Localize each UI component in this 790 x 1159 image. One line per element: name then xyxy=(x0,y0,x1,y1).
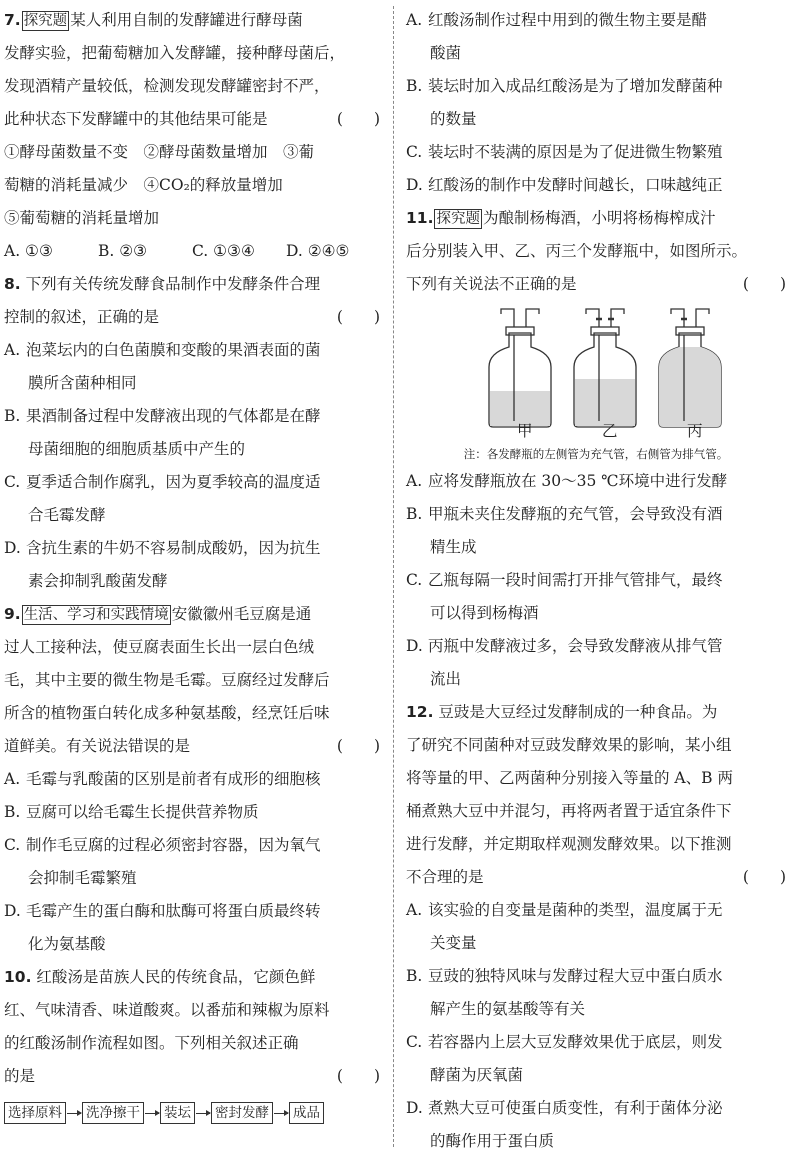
right-column xyxy=(406,4,786,1158)
option-text: 毛霉与乳酸菌的区别是前者有成形的细胞核 xyxy=(26,770,321,788)
arrow-right-icon xyxy=(67,1113,81,1114)
option-text: 毛霉产生的蛋白酶和肽酶可将蛋白质最终转 xyxy=(26,902,321,920)
arrow-right-icon xyxy=(196,1113,210,1114)
option-label: B. xyxy=(4,803,21,821)
stem-line: 某人利用自制的发酵罐进行酵母菌 xyxy=(70,11,303,29)
stem-line: 毛，其中主要的微生物是毛霉。豆腐经过发酵后 xyxy=(4,671,330,689)
arrow-right-icon xyxy=(274,1113,288,1114)
stem-line: 为酿制杨梅酒，小明将杨梅榨成汁 xyxy=(482,209,716,227)
option-b[interactable] xyxy=(406,70,786,103)
option-text: 酸菌 xyxy=(430,44,462,62)
stem-line: 的是 xyxy=(4,1067,36,1085)
arrow-right-icon xyxy=(145,1113,159,1114)
option-label: D. xyxy=(406,1099,423,1117)
stem-line: 后分别装入甲、乙、丙三个发酵瓶中，如图所示。 xyxy=(406,242,748,260)
option-text: 母菌细胞的细胞质基质中产生的 xyxy=(28,440,246,458)
option-label: D. xyxy=(4,902,21,920)
option-d[interactable] xyxy=(4,532,380,565)
option-text: 精生成 xyxy=(430,538,477,556)
option-text: 解产生的氨基酸等有关 xyxy=(430,1000,586,1018)
option-text: 化为氨基酸 xyxy=(28,935,106,953)
option-label: A. xyxy=(406,901,423,919)
option-d[interactable] xyxy=(4,895,380,928)
option-label: B. xyxy=(406,967,423,985)
question-11 xyxy=(406,202,786,696)
flow-step: 密封发酵 xyxy=(211,1102,273,1124)
option-text: 果酒制备过程中发酵液出现的气体都是在酵 xyxy=(26,407,321,425)
option-label: C. xyxy=(406,143,423,161)
option-text: 应将发酵瓶放在 30～35 ℃环境中进行发酵 xyxy=(428,472,728,490)
option-text: 甲瓶未夹住发酵瓶的充气管，会导致没有酒 xyxy=(428,505,723,523)
option-a[interactable] xyxy=(4,334,380,367)
bottle-label: 丙 xyxy=(687,422,703,440)
option-label: A. xyxy=(406,11,423,29)
stem-line: 控制的叙述，正确的是 xyxy=(4,308,160,326)
option-b[interactable]: B. ②③ xyxy=(98,242,148,260)
option-label: C. xyxy=(406,1033,423,1051)
option-d[interactable] xyxy=(406,169,786,202)
option-a[interactable]: A. ①③ xyxy=(4,242,53,260)
stem-line: 发现酒精产量较低，检测发现发酵罐密封不严， xyxy=(4,77,330,95)
stem-line: 红、气味清香、味道酸爽。以番茄和辣椒为原料 xyxy=(4,1001,330,1019)
option-text: 豆腐可以给毛霉生长提供营养物质 xyxy=(26,803,259,821)
stem-line: 安徽徽州毛豆腐是通 xyxy=(171,605,312,623)
option-label: D. xyxy=(406,176,423,194)
flow-step: 选择原料 xyxy=(4,1102,66,1124)
figure-note: 注：各发酵瓶的左侧管为充气管，右侧管为排气管。 xyxy=(463,447,729,461)
option-label: A. xyxy=(406,472,423,490)
option-d[interactable] xyxy=(406,630,786,663)
option-text: 装坛时不装满的原因是为了促进微生物繁殖 xyxy=(428,143,723,161)
question-7 xyxy=(4,4,380,268)
option-text: 若容器内上层大豆发酵效果优于底层，则发 xyxy=(428,1033,723,1051)
option-label: D. xyxy=(4,539,21,557)
option-text: 的数量 xyxy=(430,110,477,128)
option-text: 合毛霉发酵 xyxy=(28,506,106,524)
option-text: 的酶作用于蛋白质 xyxy=(430,1132,555,1150)
option-text: 酵菌为厌氧菌 xyxy=(430,1066,524,1084)
option-a[interactable] xyxy=(4,763,380,796)
answer-blank[interactable]: ( ) xyxy=(336,308,380,326)
answer-blank[interactable]: ( ) xyxy=(336,1067,380,1085)
option-b[interactable] xyxy=(406,960,786,993)
option-label: A. xyxy=(4,341,21,359)
stem-line: 了研究不同菌种对豆豉发酵效果的影响，某小组 xyxy=(406,736,732,754)
option-text: 素会抑制乳酸菌发酵 xyxy=(28,572,168,590)
option-b[interactable] xyxy=(4,796,380,829)
question-12 xyxy=(406,696,786,1158)
bottle-label: 甲 xyxy=(517,422,533,440)
question-number: 12. xyxy=(406,703,434,721)
option-label: C. xyxy=(4,473,21,491)
bottle-yi xyxy=(574,309,636,427)
stem-line: 下列有关说法不正确的是 xyxy=(406,275,577,293)
option-c[interactable]: C. ①③④ xyxy=(192,242,255,260)
question-8 xyxy=(4,268,380,598)
question-10-options xyxy=(406,4,786,202)
option-text: 膜所含菌种相同 xyxy=(28,374,137,392)
answer-blank[interactable]: ( ) xyxy=(336,737,380,755)
option-a[interactable] xyxy=(406,465,786,498)
answer-blank[interactable]: ( ) xyxy=(336,110,380,128)
bottle-jia xyxy=(489,309,551,427)
option-label: C. xyxy=(406,571,423,589)
stem-line: 过人工接种法，使豆腐表面生长出一层白色绒 xyxy=(4,638,315,656)
question-number: 9. xyxy=(4,605,21,623)
option-text: 乙瓶每隔一段时间需打开排气管排气，最终 xyxy=(428,571,723,589)
question-number: 11. xyxy=(406,209,434,227)
option-text: 红酸汤制作过程中用到的微生物主要是醋 xyxy=(428,11,708,29)
option-text: 制作毛豆腐的过程必须密封容器，因为氧气 xyxy=(26,836,321,854)
question-9 xyxy=(4,598,380,961)
option-label: B. xyxy=(406,77,423,95)
option-text: 豆豉的独特风味与发酵过程大豆中蛋白质水 xyxy=(428,967,723,985)
flow-step: 装坛 xyxy=(160,1102,195,1124)
question-tag: 生活、学习和实践情境 xyxy=(23,607,169,623)
stem-line: 红酸汤是苗族人民的传统食品，它颜色鲜 xyxy=(36,968,316,986)
left-column xyxy=(4,4,380,1127)
option-c[interactable] xyxy=(4,466,380,499)
option-c[interactable] xyxy=(406,136,786,169)
item-line: ①酵母菌数量不变 ②酵母菌数量增加 ③葡 xyxy=(4,143,315,161)
option-text: 含抗生素的牛奶不容易制成酸奶，因为抗生 xyxy=(26,539,321,557)
stem-line: 所含的植物蛋白转化成多种氨基酸，经烹饪后味 xyxy=(4,704,330,722)
item-line: 萄糖的消耗量减少 ④CO₂的释放量增加 xyxy=(4,176,283,194)
option-text: 煮熟大豆可使蛋白质变性，有利于菌体分泌 xyxy=(428,1099,723,1117)
fermentation-bottles-figure xyxy=(406,301,786,443)
flow-step: 洗净擦干 xyxy=(82,1102,144,1124)
option-a[interactable] xyxy=(406,894,786,927)
option-text: 装坛时加入成品红酸汤是为了增加发酵菌种 xyxy=(428,77,723,95)
stem-line: 桶煮熟大豆中并混匀，再将两者置于适宜条件下 xyxy=(406,802,732,820)
stem-line: 道鲜美。有关说法错误的是 xyxy=(4,737,191,755)
question-number: 8. xyxy=(4,275,21,293)
option-d[interactable]: D. ②④⑤ xyxy=(286,242,350,260)
option-text: 丙瓶中发酵液过多，会导致发酵液从排气管 xyxy=(428,637,723,655)
question-tag: 探究题 xyxy=(436,211,480,227)
option-text: 关变量 xyxy=(430,934,477,952)
option-text: 该实验的自变量是菌种的类型，温度属于无 xyxy=(428,901,723,919)
option-c[interactable] xyxy=(406,564,786,597)
answer-blank[interactable]: ( ) xyxy=(742,868,786,886)
option-label: D. xyxy=(406,637,423,655)
question-10 xyxy=(4,961,380,1127)
option-c[interactable] xyxy=(406,1026,786,1059)
stem-line: 进行发酵，并定期取样观测发酵效果。以下推测 xyxy=(406,835,732,853)
column-divider xyxy=(393,6,394,1147)
item-line: ⑤葡萄糖的消耗量增加 xyxy=(4,209,160,227)
stem-line: 的红酸汤制作流程如图。下列相关叙述正确 xyxy=(4,1034,299,1052)
options-row xyxy=(4,235,380,268)
stem-line: 此种状态下发酵罐中的其他结果可能是 xyxy=(4,110,268,128)
process-flowchart xyxy=(4,1099,380,1127)
stem-line: 豆豉是大豆经过发酵制成的一种食品。为 xyxy=(438,703,718,721)
option-text: 泡菜坛内的白色菌膜和变酸的果酒表面的菌 xyxy=(26,341,321,359)
bottle-label: 乙 xyxy=(602,422,618,440)
option-text: 流出 xyxy=(430,670,462,688)
option-label: B. xyxy=(406,505,423,523)
option-a[interactable] xyxy=(406,4,786,37)
answer-blank[interactable]: ( ) xyxy=(742,275,786,293)
option-b[interactable] xyxy=(4,400,380,433)
stem-line: 发酵实验，把葡萄糖加入发酵罐，接种酵母菌后， xyxy=(4,44,346,62)
option-text: 可以得到杨梅酒 xyxy=(430,604,539,622)
option-text: 会抑制毛霉繁殖 xyxy=(28,869,137,887)
question-tag: 探究题 xyxy=(23,13,68,29)
option-label: C. xyxy=(4,836,21,854)
option-text: 红酸汤的制作中发酵时间越长，口味越纯正 xyxy=(428,176,723,194)
bottle-bing xyxy=(659,309,721,427)
question-number: 7. xyxy=(4,11,21,29)
option-c[interactable] xyxy=(4,829,380,862)
stem-line: 下列有关传统发酵食品制作中发酵条件合理 xyxy=(25,275,321,293)
stem-line: 将等量的甲、乙两菌种分别接入等量的 A、B 两 xyxy=(406,769,733,787)
option-b[interactable] xyxy=(406,498,786,531)
option-label: A. xyxy=(4,770,21,788)
stem-line: 不合理的是 xyxy=(406,868,484,886)
question-number: 10. xyxy=(4,968,32,986)
flow-step: 成品 xyxy=(289,1102,324,1124)
option-text: 夏季适合制作腐乳，因为夏季较高的温度适 xyxy=(26,473,321,491)
option-label: B. xyxy=(4,407,21,425)
option-d[interactable] xyxy=(406,1092,786,1125)
